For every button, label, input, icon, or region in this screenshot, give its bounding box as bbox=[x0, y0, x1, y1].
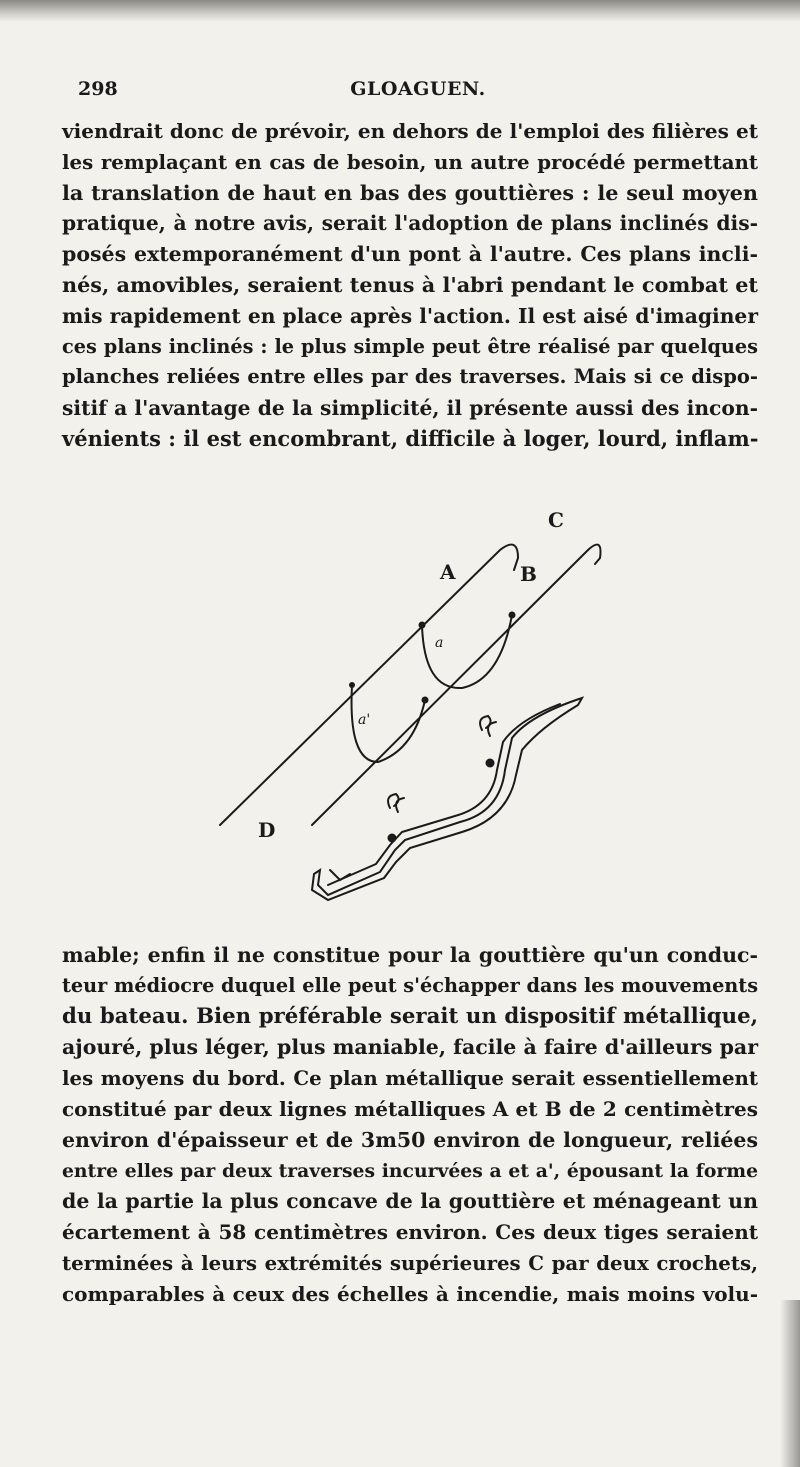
joint-dot bbox=[349, 682, 355, 688]
text-line: pratique, à notre avis, serait l'adoption de plans inclinés dis- bbox=[62, 211, 758, 236]
text-line: environ d'épaisseur et de 3m50 environ de longueur, reliées bbox=[62, 1127, 758, 1152]
text-line: du bateau. Bien préférable serait un dispositif métallique, bbox=[62, 1003, 758, 1029]
joint-dot bbox=[486, 759, 495, 768]
page-header bbox=[78, 78, 758, 108]
running-head: GLOAGUEN. bbox=[350, 78, 486, 100]
page-number: 298 bbox=[78, 78, 118, 100]
text-line: posés extemporanément d'un pont à l'autre. Ces plans incli- bbox=[62, 242, 758, 267]
rail-b bbox=[312, 545, 601, 825]
scan-top-shadow bbox=[0, 0, 800, 22]
text-line: ajouré, plus léger, plus maniable, facile à faire d'ailleurs par bbox=[62, 1035, 758, 1060]
gutter-inner bbox=[328, 704, 560, 885]
text-line: teur médiocre duquel elle peut s'échapper dans les mouvements bbox=[62, 973, 759, 997]
label-traverse-a: a bbox=[435, 635, 444, 651]
paragraph-top bbox=[62, 116, 758, 455]
label-c: C bbox=[548, 508, 564, 532]
figure-drawing bbox=[200, 500, 620, 910]
gutter-hook-1 bbox=[388, 794, 404, 812]
joint-dot bbox=[422, 697, 429, 704]
text-line: mable; enfin il ne constitue pour la gouttière qu'un conduc- bbox=[62, 943, 758, 967]
label-d: D bbox=[258, 818, 276, 842]
scan-edge-shadow bbox=[780, 1300, 800, 1467]
traverse-a bbox=[422, 615, 512, 688]
text-line: viendrait donc de prévoir, en dehors de l'emploi des filières et bbox=[62, 119, 758, 143]
label-a: A bbox=[440, 560, 456, 584]
text-line: terminées à leurs extrémités supérieures C par deux crochets, bbox=[62, 1250, 758, 1275]
joint-dot bbox=[388, 834, 397, 843]
text-line: entre elles par deux traverses incurvées a et a', épousant la forme bbox=[62, 1159, 758, 1182]
inclined-plane-figure bbox=[200, 500, 620, 910]
label-b: B bbox=[520, 562, 537, 586]
text-line: sitif a l'avantage de la simplicité, il présente aussi des incon- bbox=[62, 396, 758, 421]
gutter-end bbox=[330, 870, 350, 880]
text-line: nés, amovibles, seraient tenus à l'abri pendant le combat et bbox=[62, 272, 758, 297]
joint-dot bbox=[509, 612, 516, 619]
text-line: planches reliées entre elles par des traverses. Mais si ce dispo- bbox=[62, 365, 758, 389]
joint-dot bbox=[419, 622, 426, 629]
text-line: constitué par deux lignes métalliques A et B de 2 centimètres bbox=[62, 1096, 758, 1121]
label-traverse-a-prime: a' bbox=[358, 712, 371, 728]
text-line: les moyens du bord. Ce plan métallique serait essentiellement bbox=[62, 1066, 758, 1091]
text-line: mis rapidement en place après l'action. Il est aisé d'imaginer bbox=[62, 303, 758, 328]
text-line: écartement à 58 centimètres environ. Ces deux tiges seraient bbox=[62, 1220, 758, 1245]
gutter-hook-2 bbox=[480, 716, 496, 736]
paragraph-bottom bbox=[62, 940, 758, 1310]
text-line: les remplaçant en cas de besoin, un autre procédé permettant bbox=[62, 149, 758, 174]
text-line: vénients : il est encombrant, difficile à loger, lourd, inflam- bbox=[62, 425, 759, 451]
text-line: la translation de haut en bas des gouttières : le seul moyen bbox=[62, 180, 758, 205]
text-line: comparables à ceux des échelles à incendie, mais moins volu- bbox=[62, 1281, 758, 1306]
text-line: ces plans inclinés : le plus simple peut être réalisé par quelques bbox=[62, 334, 758, 358]
text-line: de la partie la plus concave de la gouttière et ménageant un bbox=[62, 1189, 758, 1214]
